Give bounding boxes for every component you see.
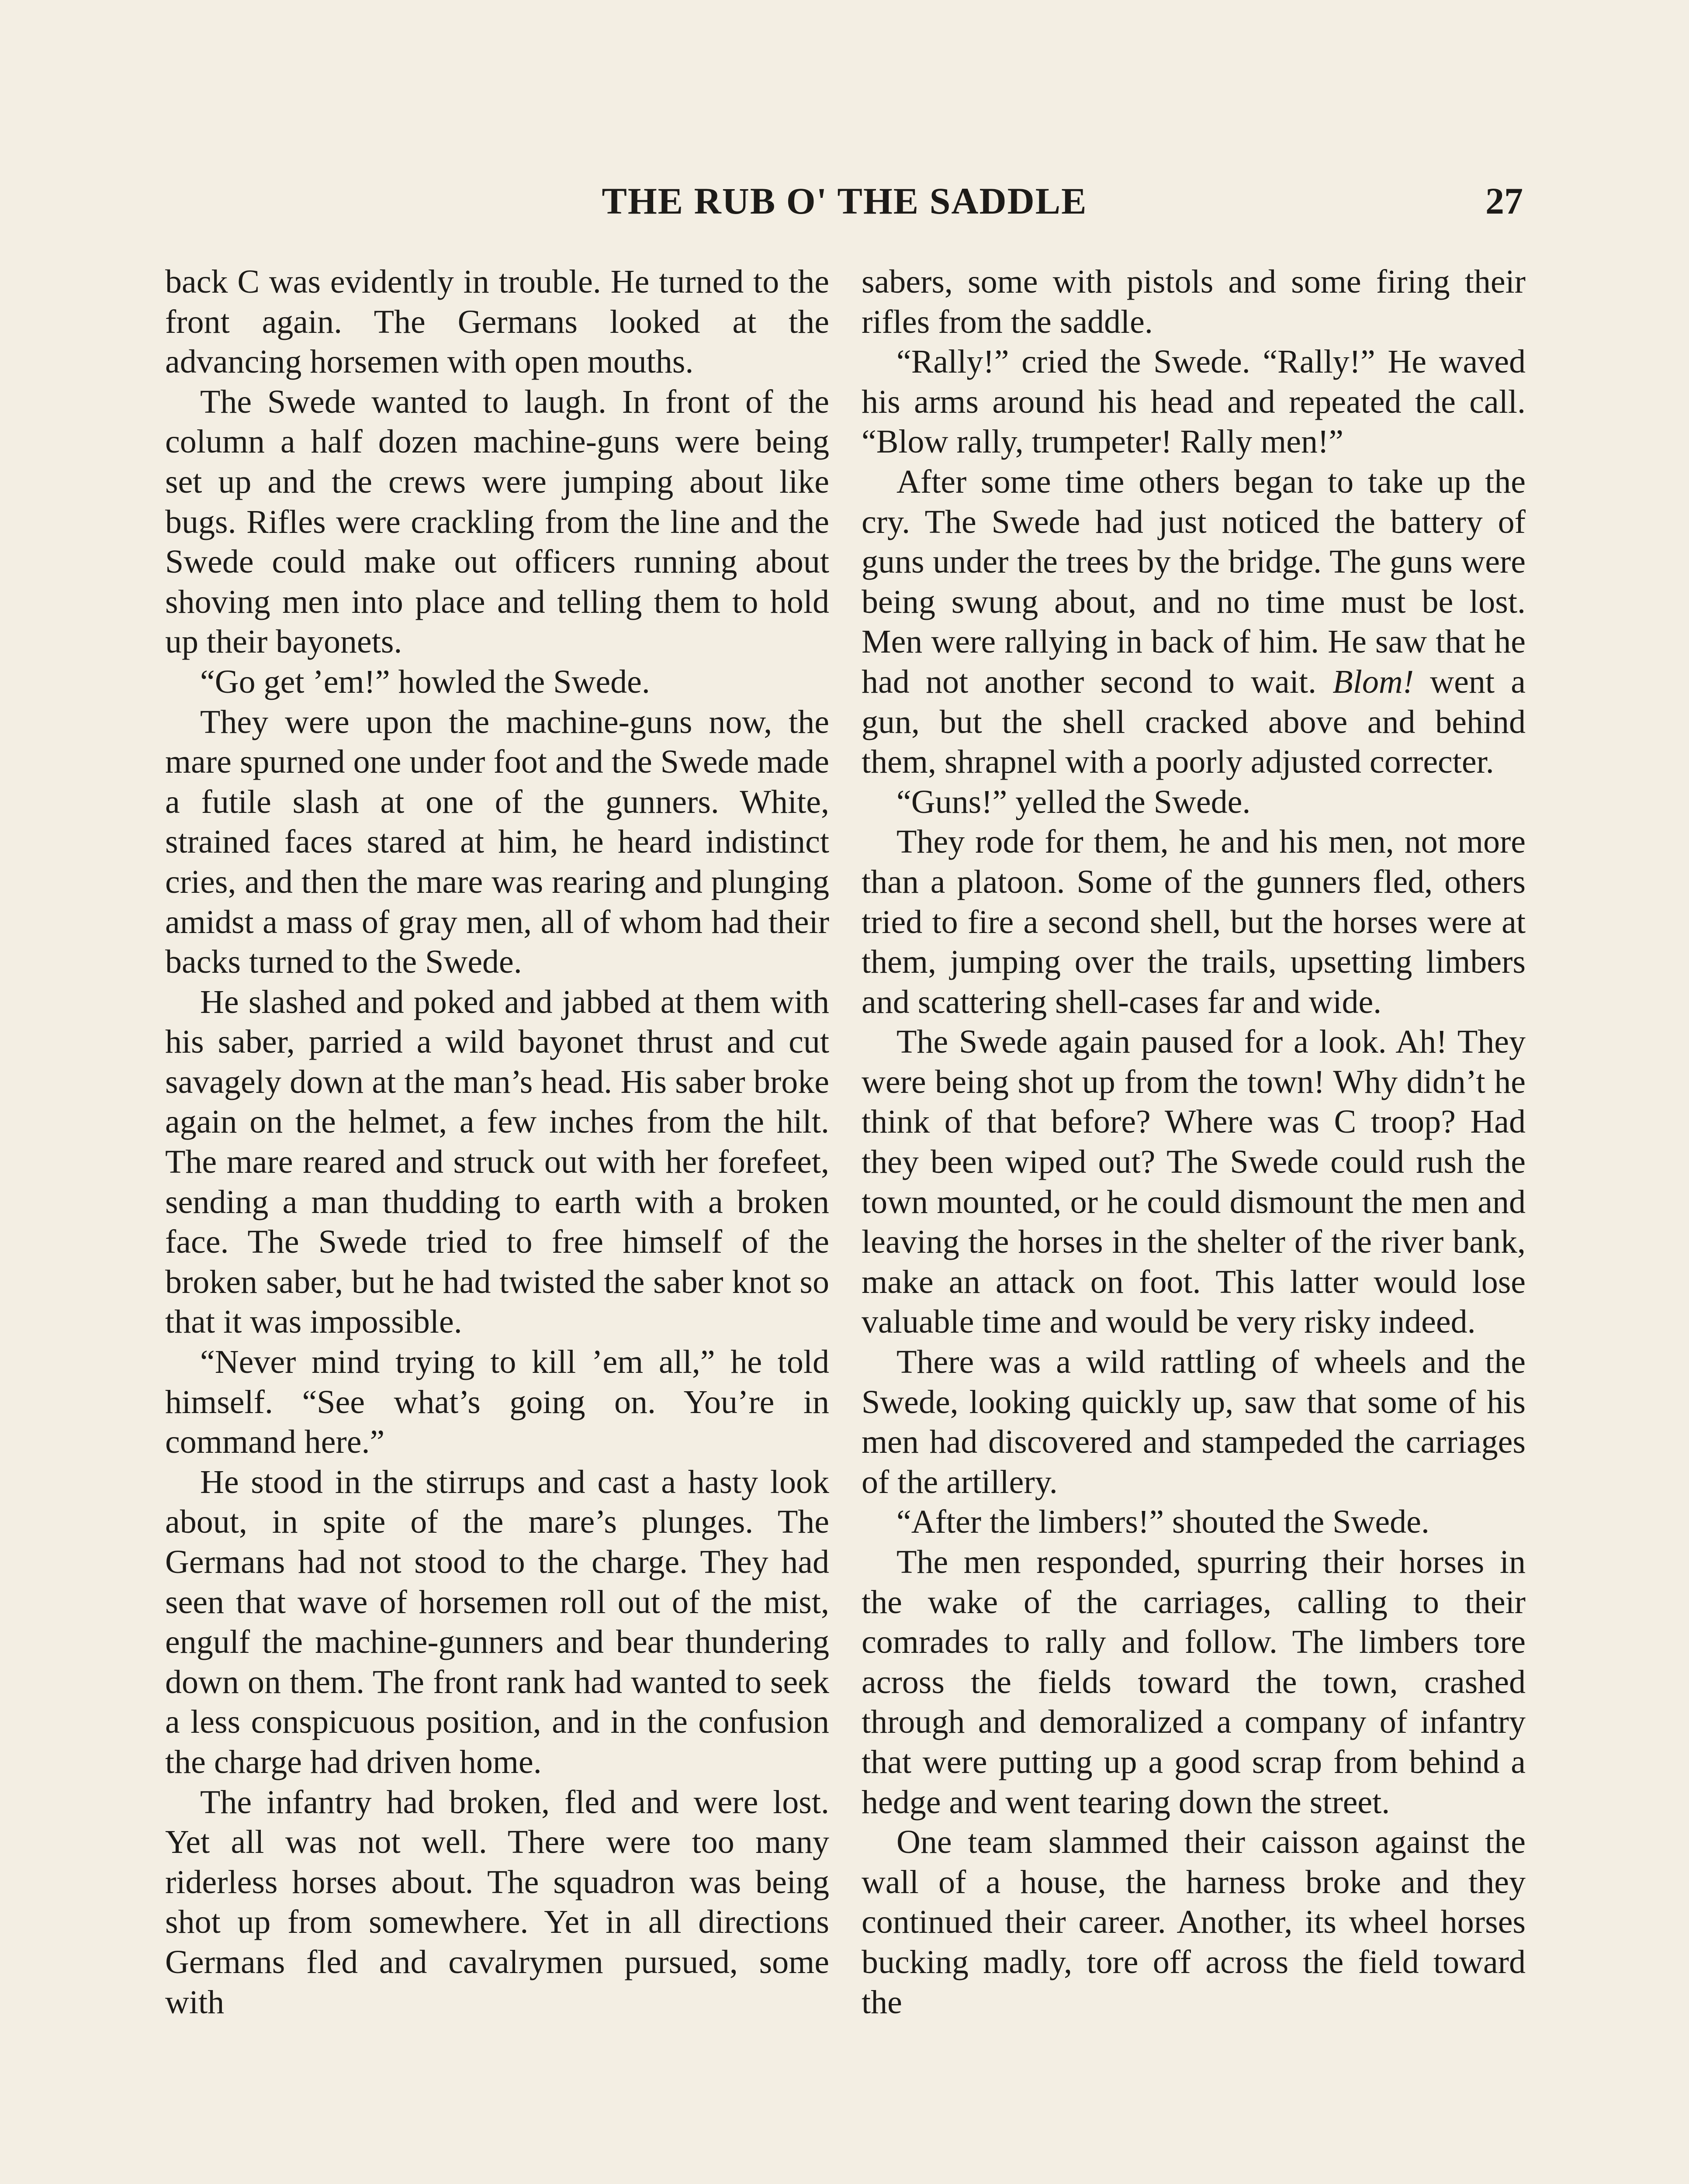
paragraph: They were upon the machine-guns now, the mare spurned one under foot and the Swede made a futile slash at one of the gunners. White, strained faces stared at him, he heard indistinct cries, and then the mare was rearing and plunging amidst a mass of gray men, all of whom had their backs turned to the Swede. xyxy=(165,703,829,981)
running-head: THE RUB O' THE SADDLE xyxy=(602,180,1087,222)
page-number: 27 xyxy=(1485,180,1523,222)
paragraph: The Swede wanted to laugh. In front of the column a half dozen machine-guns were being set up and the crews were jumping about like bugs. Rifles were crackling from the line and the Swede could make out officers running about shoving men into place and telling them to hold up their bayonets. xyxy=(165,383,829,660)
paragraph: “Go get ’em!” howled the Swede. xyxy=(200,663,650,700)
right-column xyxy=(862,262,1526,2022)
paragraph: There was a wild rattling of wheels and the Swede, looking quickly up, saw that some of his men had discovered and stampeded the carriages of the artillery. xyxy=(862,1344,1526,1500)
paragraph: “Guns!” yelled the Swede. xyxy=(896,783,1251,820)
paragraph: One team slammed their caisson against the wall of a house, the harness broke and they continued their career. Another, its wheel horses bucking madly, tore off across the field toward the xyxy=(862,1824,1526,2021)
paragraph: “Rally!” cried the Swede. “Rally!” He waved his arms around his head and repeated the call. “Blow rally, trumpeter! Rally men!” xyxy=(862,343,1526,460)
paragraph-text: After some time others began to take up the cry. The Swede had just noticed the battery of guns under the trees by the bridge. The guns were being swung about, and no time must be lost. Men were rallying in back of him. He saw that he had not another second to wait. xyxy=(862,463,1526,700)
paragraph: The infantry had broken, fled and were lost. Yet all was not well. There were too many riderless horses about. The squadron was being shot up from somewhere. Yet in all directions Germans fled and cavalrymen pursued, some with xyxy=(165,1783,829,2021)
page-header xyxy=(0,175,1689,227)
paragraph: “After the limbers!” shouted the Swede. xyxy=(896,1503,1429,1541)
paragraph: The men responded, spurring their horses in the wake of the carriages, calling to their comrades to rally and follow. The limbers tore across the fields toward the town, crashed through and demoralized a company of infantry that were putting up a good scrap from behind a hedge and went tearing down the street. xyxy=(862,1544,1526,1821)
paragraph: They rode for them, he and his men, not more than a platoon. Some of the gunners fled, others tried to fire a second shell, but the horses were at them, jumping over the trails, upsetting limbers and scattering shell-cases far and wide. xyxy=(862,823,1526,1020)
paragraph xyxy=(862,462,1526,782)
paragraph: He stood in the stirrups and cast a hasty look about, in spite of the mare’s plunges. The Germans had not stood to the charge. They had seen that wave of horsemen roll out of the mist, engulf the machine-gunners and bear thundering down on them. The front rank had wanted to seek a less conspicuous position, and in the confusion the charge had driven home. xyxy=(165,1463,829,1780)
paragraph: He slashed and poked and jabbed at them with his saber, parried a wild bayonet thrust and cut savagely down at the man’s head. His saber broke again on the helmet, a few inches from the hilt. The mare reared and struck out with her forefeet, sending a man thudding to earth with a broken face. The Swede tried to free himself of the broken saber, but he had twisted the saber knot so that it was impossible. xyxy=(165,983,829,1341)
paragraph: sabers, some with pistols and some firing their rifles from the saddle. xyxy=(862,263,1526,340)
paragraph: back C was evidently in trouble. He turned to the front again. The Germans looked at the advancing horsemen with open mouths. xyxy=(165,263,829,380)
paragraph-text: went a gun, but the shell cracked above and behind them, shrapnel with a poorly adjusted correcter. xyxy=(862,663,1526,781)
italic-sound-word: Blom! xyxy=(1333,663,1414,700)
paragraph: “Never mind trying to kill ’em all,” he told himself. “See what’s going on. You’re in command here.” xyxy=(165,1344,829,1461)
left-column xyxy=(165,262,829,2022)
paragraph: The Swede again paused for a look. Ah! They were being shot up from the town! Why didn’t he think of that before? Where was C troop? Had they been wiped out? The Swede could rush the town mounted, or he could dismount the men and leaving the horses in the shelter of the river bank, make an attack on foot. This latter would lose valuable time and would be very risky indeed. xyxy=(862,1023,1526,1341)
